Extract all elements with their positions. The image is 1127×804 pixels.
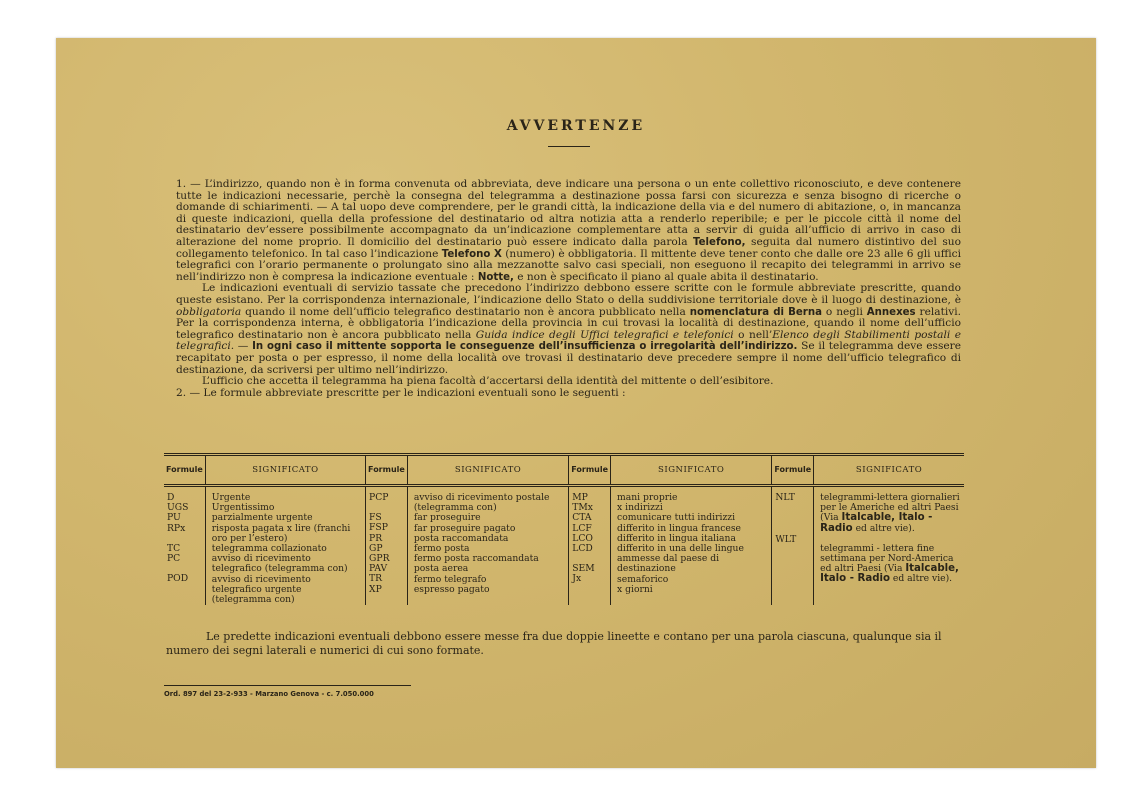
- paragraph-4: 2. — Le formule abbreviate prescritte per le indicazioni eventuali sono le seguenti :: [176, 386, 626, 399]
- header-formule: Formule: [366, 455, 408, 486]
- formule-table: [164, 453, 964, 605]
- header-formule: Formule: [164, 455, 205, 486]
- closing-paragraph: Le predette indicazioni eventuali debbono essere messe fra due doppie lineette e contano per una parola ciascuna, qualunque sia il numero dei segni laterali e numerici di cui sono formate.: [166, 630, 942, 657]
- meanings-col-1: Urgente Urgentissimo parzialmente urgente risposta pagata x lire (franchi oro per l’estero) telegramma collazionato avviso di ricevimento telegrafico (telegramma con) avviso di ricevimento telegrafico urgente (telegramma con): [205, 486, 365, 606]
- table-row: [164, 486, 964, 606]
- meanings-col-4: [814, 486, 964, 606]
- header-significato: SIGNIFICATO: [611, 455, 772, 486]
- title-underline: [548, 146, 590, 147]
- page-title: AVVERTENZE: [506, 118, 646, 134]
- table-header-row: [164, 455, 964, 486]
- meanings-col-3: mani proprie x indirizzi comunicare tutti indirizzi differito in lingua francese differito in lingua italiana differito in una delle lingue ammesse dal paese di destinazione semaforico x giorni: [611, 486, 772, 606]
- header-significato: SIGNIFICATO: [814, 455, 964, 486]
- codes-col-4: NLT WLT: [772, 486, 814, 606]
- paragraph-2: Le indicazioni eventuali di servizio tassate che precedono l’indirizzo debbono essere scritte con le formule abbreviate prescritte, quando queste esistano. Per la corrispondenza internazionale, l’indicazione dello Stato o della suddivisione territoriale dove è il luogo di destinazione, è obbligatoria quando il nome dell’ufficio telegrafico destinatario non è ancora pubblicato nella nomenclatura di Berna o negli Annexes relativi. Per la corrispondenza interna, è obbligatoria l’indicazione della provincia in cui trovasi la località di destinazione, quando il nome dell’ufficio telegrafico destinatario non è ancora pubblicato nella Guida indice degli Uffici telegrafici e telefonici o nell’Elenco degli Stabilimenti postali e telegrafici. — In ogni caso il mittente sopporta le conseguenze dell’insufficienza o irregolarità dell’indirizzo. Se il telegramma deve essere recapitato per posta o per espresso, il nome della località ove trovasi il destinatario deve precedere sempre il nome dell’ufficio telegrafico di destinazione, da scriversi per ultimo nell’indirizzo.: [176, 282, 961, 376]
- codes-col-1: D UGS PU RPx TC PC POD: [164, 486, 205, 606]
- meanings-col-2: avviso di ricevimento postale (telegramma con) far proseguire far proseguire pagato posta raccomandata fermo posta fermo posta raccomandata posta aerea fermo telegrafo espresso pagato: [407, 486, 568, 606]
- body-text: [176, 179, 961, 399]
- header-formule: Formule: [772, 455, 814, 486]
- paragraph-3: L’ufficio che accetta il telegramma ha piena facoltà d’accertarsi della identità del mittente o dell’esibitore.: [202, 375, 774, 388]
- header-significato: SIGNIFICATO: [205, 455, 365, 486]
- codes-col-3: MP TMx CTA LCF LCO LCD SEM Jx: [569, 486, 611, 606]
- header-significato: SIGNIFICATO: [407, 455, 568, 486]
- printer-note: Ord. 897 del 23-2-933 - Marzano Genova - c. 7.050.000: [164, 690, 374, 698]
- paragraph-1: 1. — L’indirizzo, quando non è in forma convenuta od abbreviata, deve indicare una persona o un ente collettivo riconosciuto, e deve contenere tutte le indicazioni necessarie, perchè la consegna del telegramma a destinazione possa farsi con sicurezza e senza bisogno di ricerche o domande di schiarimenti. — A tal uopo deve comprendere, per le grandi città, la indicazione della via e del numero di abitazione, o, in mancanza di queste indicazioni, quella della professione del destinatario od altra notizia atta a renderlo reperibile; e per le piccole città il nome del destinatario dev’essere possibilmente accompagnato da un’indicazione complementare atta a servir di guida all’ufficio di arrivo in caso di alterazione del nome proprio. Il domicilio del destinatario può essere indicato dalla parola Telefono, seguita dal numero distintivo del suo collegamento telefonico. In tal caso l’indicazione Telefono X (numero) è obbligatoria. Il mittente deve tener conto che dalle ore 23 alle 6 gli uffici telegrafici con l’orario permanente o prolungato sino alla mezzanotte salvo casi speciali, non eseguono il recapito dei telegrammi in arrivo se nell’indirizzo non è compresa la indicazione eventuale : Notte, e non è specificato il piano al quale abita il destinatario.: [176, 178, 961, 283]
- nlt-meaning: telegrammi-lettera giornalieri per le Americhe ed altri Paesi (Via Italcable, Italo - Radio ed altre vie).: [820, 492, 960, 534]
- wlt-meaning: telegrammi - lettera fine settimana per Nord-America ed altri Paesi (Via Italcable, Italo - Radio ed altre vie).: [820, 542, 959, 585]
- footer-rule: [164, 685, 411, 686]
- document-sheet: [56, 38, 1096, 768]
- header-formule: Formule: [569, 455, 611, 486]
- codes-col-2: PCP FS FSP PR GP GPR PAV TR XP: [366, 486, 408, 606]
